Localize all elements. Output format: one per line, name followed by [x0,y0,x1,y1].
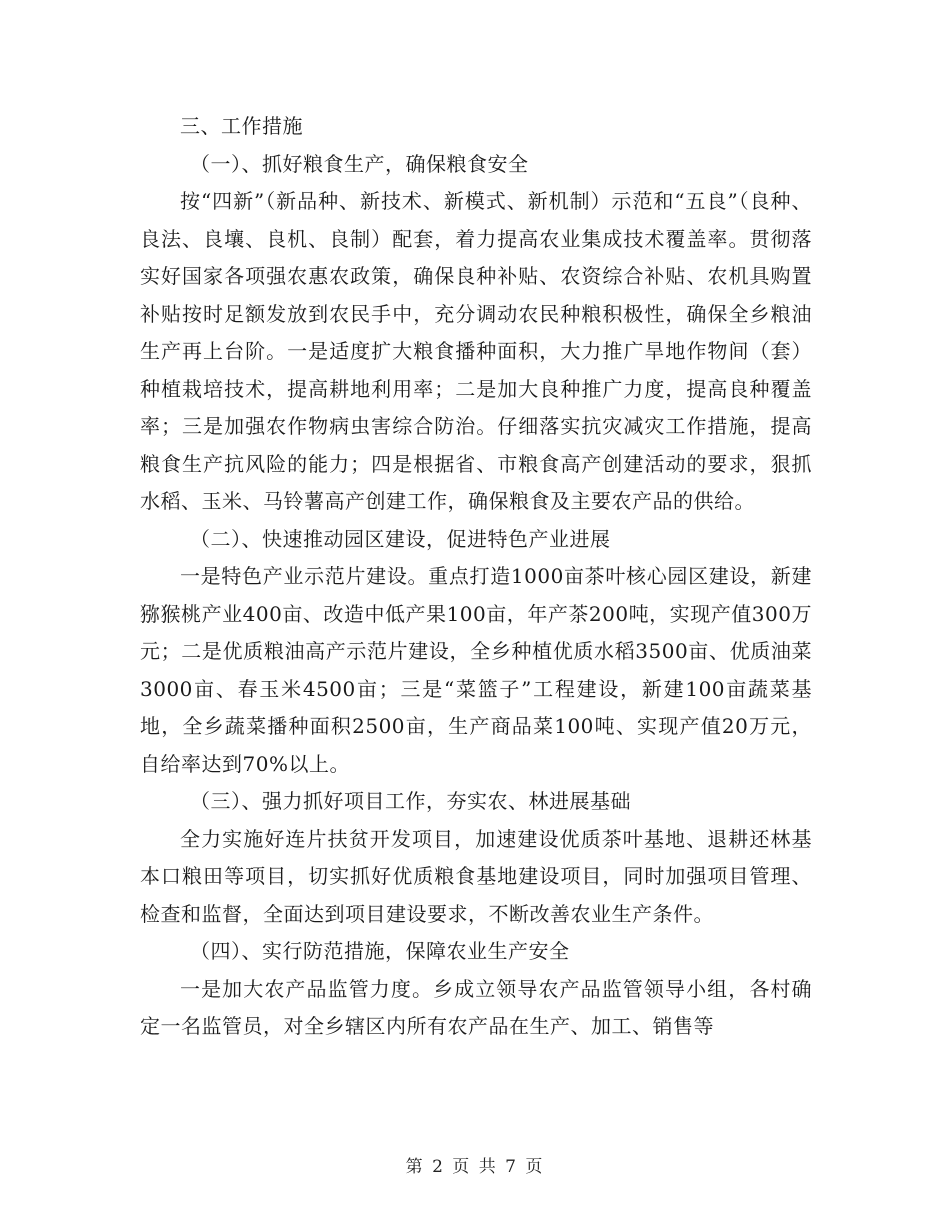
paragraph-3: 全力实施好连片扶贫开发项目，加速建设优质茶叶基地、退耕还林基本口粮田等项目，切实抓好优质粮食基地建设项目，同时加强项目管理、检查和监督，全面达到项目建设要求，不断改善农业生产条件。 [140,826,812,926]
section-title: 三、工作措施 [180,114,303,138]
paragraph-2: 一是特色产业示范片建设。重点打造1000亩茶叶核心园区建设，新建猕猴桃产业400亩、改造中低产果100亩，年产茶200吨，实现产值300万元；二是优质粮油高产示范片建设，全乡种植优质水稻3500亩、优质油菜3000亩、春玉米4500亩；三是“菜篮子”工程建设，新建100亩蔬菜基地，全乡蔬菜播种面积2500亩，生产商品菜100吨、实现产值20万元，自给率达到70%以上。 [140,564,812,776]
document-body [140,108,812,1046]
subsection-heading-1: （一）、抓好粮食生产，确保粮食安全 [190,151,529,176]
page-number-footer: 第 2 页 共 7 页 [405,1157,545,1177]
subsection-heading-4: （四）、实行防范措施，保障农业生产安全 [190,939,570,963]
subsection-heading-2: （二）、快速推动园区建设，促进特色产业进展 [190,526,611,551]
subsection-heading-3: （三）、强力抓好项目工作，夯实农、林进展基础 [190,789,631,813]
paragraph-4: 一是加大农产品监管力度。乡成立领导农产品监管领导小组，各村确定一名监管员，对全乡辖区内所有农产品在生产、加工、销售等 [140,976,812,1038]
paragraph-1: 按“四新”（新品种、新技术、新模式、新机制）示范和“五良”（良种、良法、良壤、良机、良制）配套，着力提高农业集成技术覆盖率。贯彻落实好国家各项强农惠农政策，确保良种补贴、农资综合补贴、农机具购置补贴按时足额发放到农民手中，充分调动农民种粮积极性，确保全乡粮油生产再上台阶。一是适度扩大粮食播种面积，大力推广旱地作物间（套）种植栽培技术，提高耕地利用率；二是加大良种推广力度，提高良种覆盖率；三是加强农作物病虫害综合防治。仔细落实抗灾减灾工作措施，提高粮食生产抗风险的能力；四是根据省、市粮食高产创建活动的要求，狠抓水稻、玉米、马铃薯高产创建工作，确保粮食及主要农产品的供给。 [140,189,812,513]
